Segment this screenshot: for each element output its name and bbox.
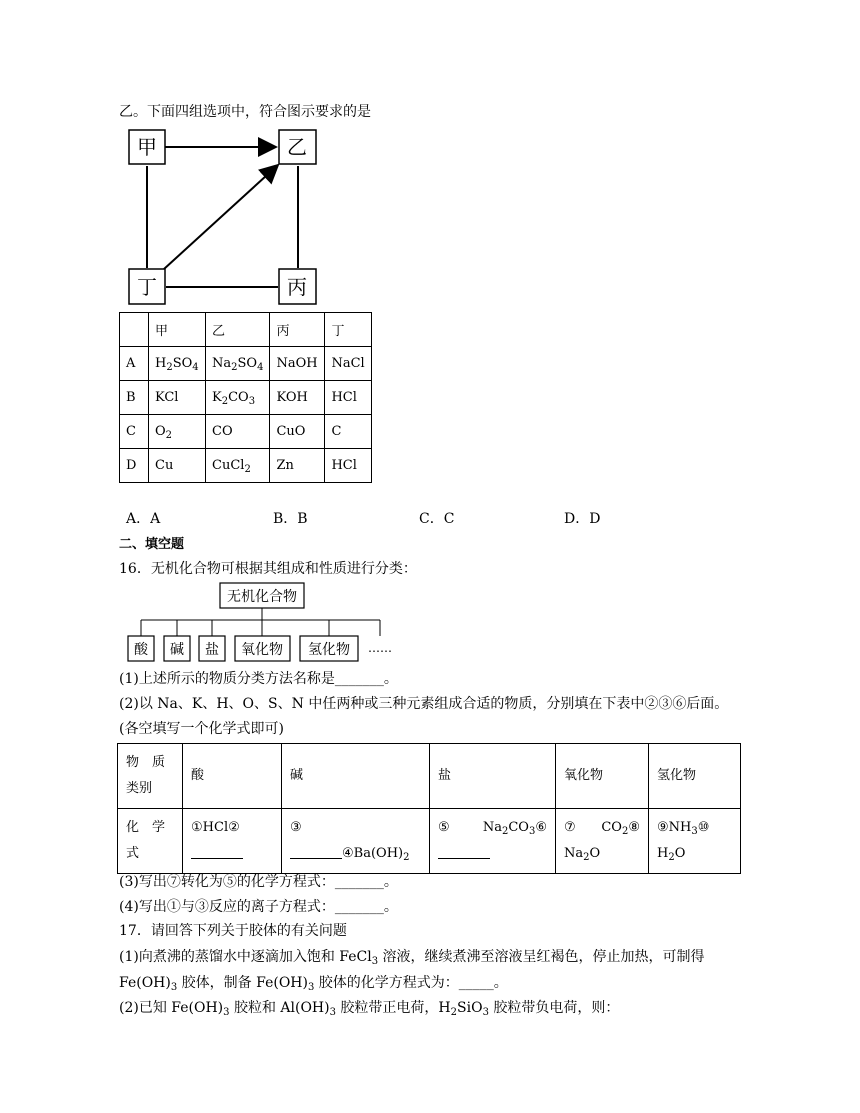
- tree-node-acid: 酸: [134, 642, 148, 658]
- table-row-formulas: 化 学 式 ①HCl② ③ $④Ba(OH)_2$ ⑤ $Na_2CO_3⑥$ ⑦ $CO_2⑧$ $Na_2O$ $⑨NH_3⑩$ $H_2O$: [118, 809, 741, 874]
- q17-stem: 17．请回答下列关于胶体的有关问题: [119, 923, 347, 939]
- q16-part4: (4)写出①与③反应的离子方程式：_______。: [119, 899, 398, 915]
- q17-part2: (2)已知 $Fe(OH)_3$ 胶粒和 $Al(OH)_3$ 胶粒带正电荷，$H_2SiO_3$ 胶粒带负电荷，则：: [119, 1000, 620, 1018]
- q16-part3: (3)写出⑦转化为⑤的化学方程式：_______。: [119, 874, 398, 890]
- label-bing: 丙: [287, 275, 307, 299]
- answer-blank-6[interactable]: [438, 844, 490, 859]
- table-header-row: 甲 乙 丙 丁: [120, 313, 372, 347]
- classification-tree: [124, 580, 404, 664]
- q15-intro: 乙。下面四组选项中，符合图示要求的是: [119, 104, 371, 120]
- choice-c[interactable]: C．C: [419, 511, 455, 527]
- tree-root: 无机化合物: [227, 589, 297, 605]
- table-row-c: C $O_2$ CO CuO C: [120, 415, 372, 449]
- tree-node-salt: 盐: [205, 642, 219, 658]
- q15-options-table: [119, 312, 372, 483]
- q16-stem: 16．无机化合物可根据其组成和性质进行分类：: [119, 561, 417, 577]
- choice-b[interactable]: B．B: [273, 511, 308, 527]
- label-ding: 丁: [137, 275, 157, 299]
- choice-d[interactable]: D．D: [564, 511, 601, 527]
- tree-node-hydride: 氢化物: [308, 642, 350, 658]
- q15-diagram: [126, 127, 320, 307]
- tree-node-base: 碱: [170, 642, 184, 658]
- section-title: 二、填空题: [119, 537, 185, 552]
- label-jia: 甲: [137, 135, 157, 159]
- answer-blank-3[interactable]: [290, 844, 342, 859]
- q16-part2-note: (各空填写一个化学式即可): [119, 721, 284, 737]
- line-ding-yi: [164, 165, 278, 269]
- table-row-d: D Cu CuCl$_2$ Zn HCl: [120, 449, 372, 483]
- table-header-row: 物 质 类别 酸 碱 盐 氧化物 氢化物: [118, 744, 741, 809]
- tree-ellipsis: ……: [368, 641, 392, 655]
- table-row-b: B KCl $K_2CO_3$ KOH HCl: [120, 381, 372, 415]
- answer-blank-2[interactable]: [191, 844, 243, 859]
- q17-part1-line1: (1)向煮沸的蒸馏水中逐滴加入饱和 FeCl$_3$ 溶液，继续煮沸至溶液呈红褐色，停止加热，可制得: [119, 949, 705, 967]
- tree-node-oxide: 氧化物: [241, 642, 283, 658]
- q16-part2: (2)以 Na、K、H、O、S、N 中任两种或三种元素组成合适的物质，分别填在下表中②③⑥后面。: [119, 696, 729, 712]
- table-row-a: A $H_2SO_4$ $Na_2SO_4$ NaOH NaCl: [120, 347, 372, 381]
- q17-part1-line2: $Fe(OH)_3$ 胶体，制备 $Fe(OH)_3$ 胶体的化学方程式为：_____。: [119, 975, 508, 993]
- label-yi: 乙: [287, 135, 307, 159]
- q16-classification-table: [117, 743, 741, 874]
- q16-part1: (1)上述所示的物质分类方法名称是_______。: [119, 671, 398, 687]
- choice-a[interactable]: A．A: [126, 511, 161, 527]
